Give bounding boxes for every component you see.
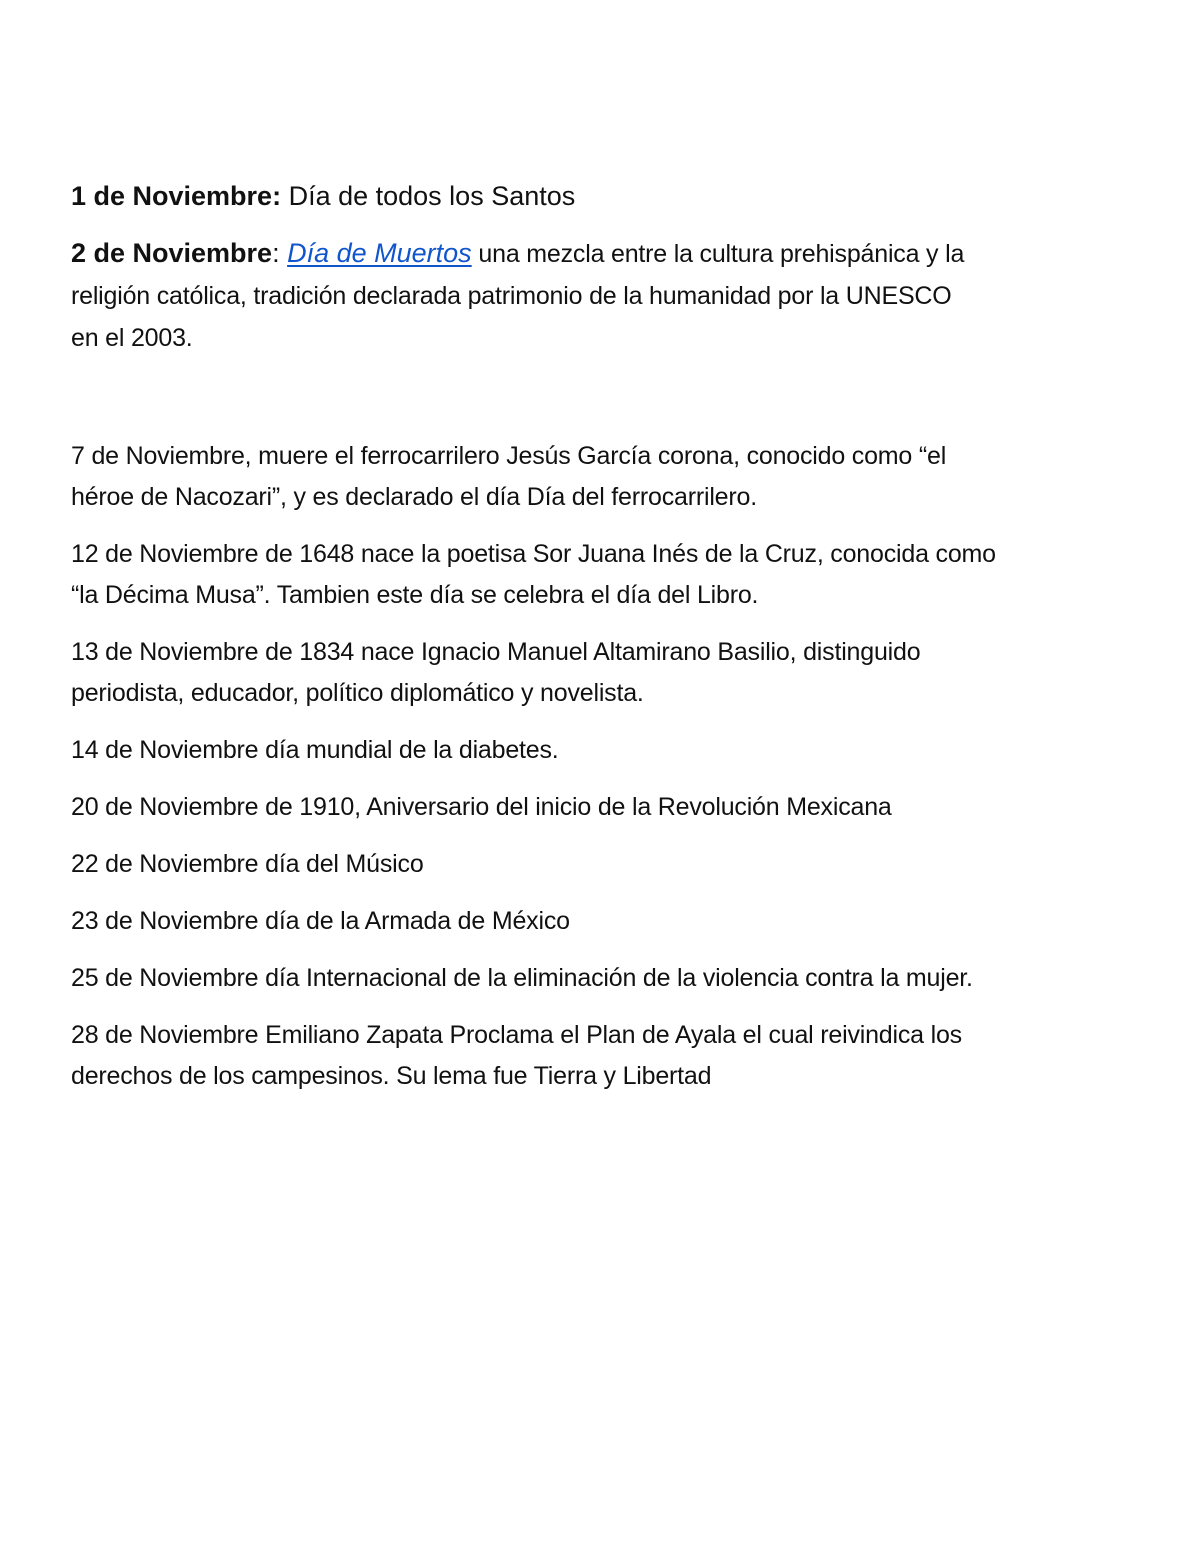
paragraph-text: 20 de Noviembre de 1910, Aniversario del inicio de la Revolución Mexicana <box>71 793 892 821</box>
paragraph-text-line2: derechos de los campesinos. Su lema fue Tierra y Libertad <box>71 1062 712 1090</box>
paragraph-nov-1 <box>71 176 1151 217</box>
paragraph-text: 14 de Noviembre día mundial de la diabetes. <box>71 736 559 764</box>
paragraph-nov-20 <box>71 787 1151 828</box>
document-body <box>71 176 1151 1097</box>
colon-text: : <box>272 238 288 268</box>
paragraph-nov-14 <box>71 730 1151 771</box>
paragraph-text-line1: 7 de Noviembre, muere el ferrocarrilero Jesús García corona, conocido como “el <box>71 442 947 470</box>
paragraph-text: 23 de Noviembre día de la Armada de México <box>71 907 570 935</box>
paragraph-text-line1: 13 de Noviembre de 1834 nace Ignacio Manuel Altamirano Basilio, distinguido <box>71 638 921 666</box>
paragraph-nov-22 <box>71 844 1151 885</box>
paragraph-nov-25 <box>71 958 1151 999</box>
paragraph-text-line2: héroe de Nacozari”, y es declarado el día Día del ferrocarrilero. <box>71 483 757 511</box>
paragraph-text: 22 de Noviembre día del Músico <box>71 850 424 878</box>
paragraph-text-line3: en el 2003. <box>71 324 193 352</box>
paragraph-text: Día de todos los Santos <box>281 181 576 211</box>
paragraph-text-line2: religión católica, tradición declarada patrimonio de la humanidad por la UNESCO <box>71 282 952 310</box>
paragraph-text-line2: periodista, educador, político diplomático y novelista. <box>71 679 644 707</box>
date-label: 1 de Noviembre: <box>71 181 282 211</box>
paragraph-text: una mezcla entre la cultura prehispánica y la <box>471 240 965 268</box>
paragraph-nov-23 <box>71 901 1151 942</box>
paragraph-text: 25 de Noviembre día Internacional de la eliminación de la violencia contra la mujer. <box>71 964 973 992</box>
paragraph-nov-7 <box>71 436 1151 518</box>
paragraph-text-line1: 28 de Noviembre Emiliano Zapata Proclama el Plan de Ayala el cual reivindica los <box>71 1021 962 1049</box>
date-label: 2 de Noviembre <box>71 238 273 268</box>
paragraph-nov-28 <box>71 1015 1151 1097</box>
paragraph-nov-13 <box>71 632 1151 714</box>
paragraph-nov-2 <box>71 233 1151 359</box>
paragraph-text-line1: 12 de Noviembre de 1648 nace la poetisa Sor Juana Inés de la Cruz, conocida como <box>71 540 996 568</box>
dia-de-muertos-link[interactable]: Día de Muertos <box>287 238 472 268</box>
paragraph-nov-12 <box>71 534 1151 616</box>
paragraph-text-line2: “la Décima Musa”. Tambien este día se celebra el día del Libro. <box>71 581 759 609</box>
